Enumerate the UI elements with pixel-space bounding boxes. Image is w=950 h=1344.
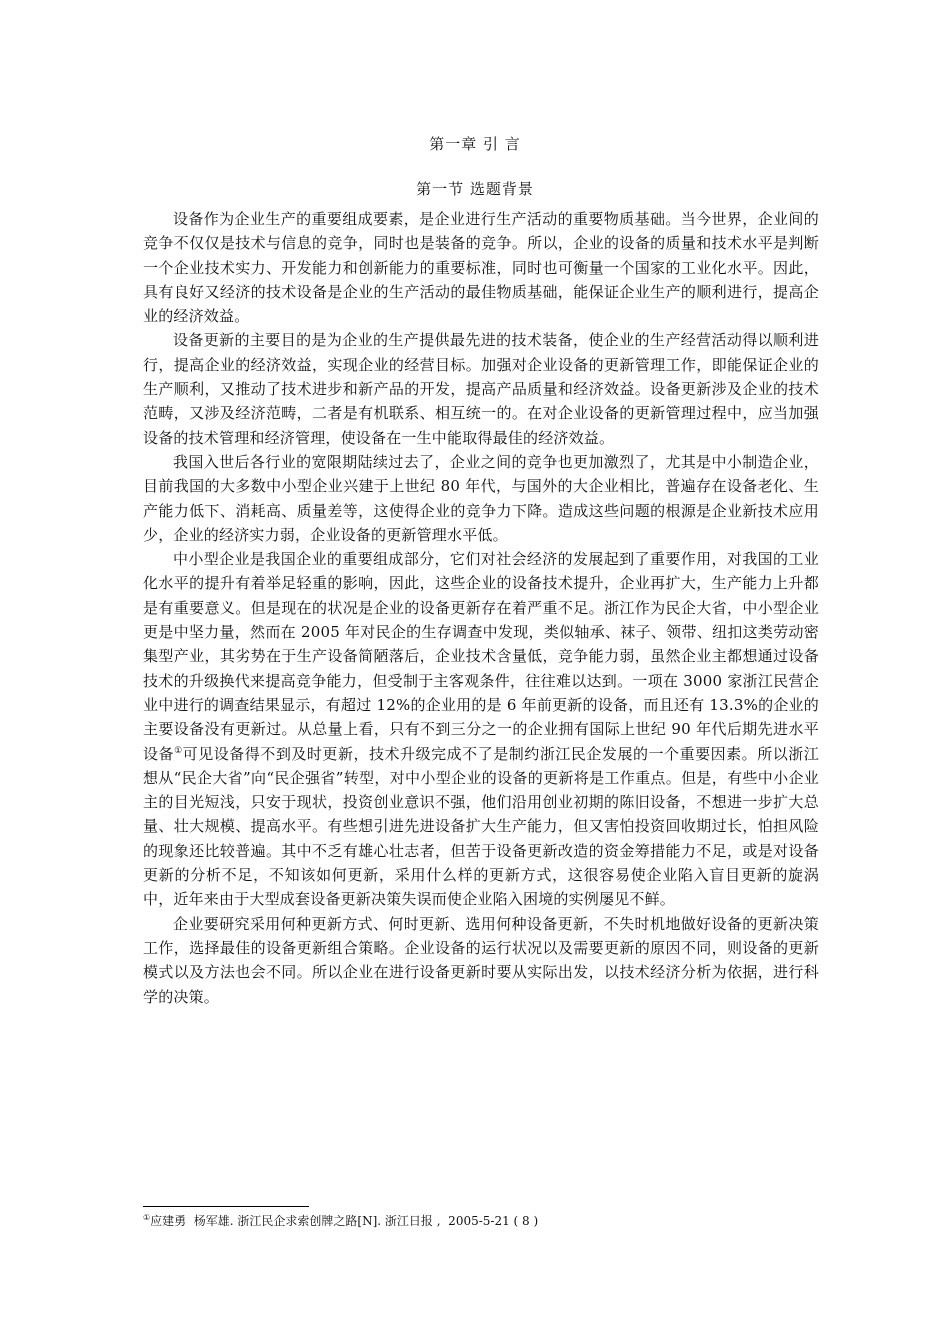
footnote-divider	[143, 1206, 309, 1207]
footnote-text: 应建勇 杨军雄. 浙江民企求索创牌之路[N]. 浙江日报 , 2005-5-21 ( 8 )	[150, 1214, 539, 1228]
paragraph-2: 设备更新的主要目的是为企业的生产提供最先进的技术装备，使企业的生产经营活动得以顺利进行，提高企业的经济效益，实现企业的经营目标。加强对企业设备的更新管理工作，即能保证企业的生产顺利，又推动了技术进步和新产品的开发，提高产品质量和经济效益。设备更新涉及企业的技术范畴，又涉及经济范畴，二者是有机联系、相互统一的。在对企业设备的更新管理过程中，应当加强设备的技术管理和经济管理，使设备在一生中能取得最佳的经济效益。	[143, 331, 819, 447]
footnote-reference[interactable]: ①	[174, 745, 183, 756]
paragraph-4-text: 中小型企业是我国企业的重要组成部分，它们对社会经济的发展起到了重要作用，对我国的工业化水平的提升有着举足轻重的影响，因此，这些企业的设备技术提升，企业再扩大，生产能力上升都是有重要意义。但是现在的状况是企业的设备更新存在着严重不足。浙江作为民企大省，中小型企业更是中坚力量，然而在 2005 年对民企的生存调查中发现，类似轴承、袜子、领带、纽扣这类劳动密集型产业，其劣势在于生产设备简陋落后，企业技术含量低，竞争能力弱，虽然企业主都想通过设备技术的升级换代来提高竞争能力，但受制于主客观条件，往往难以达到。一项在 3000 家浙江民营企业中进行的调查结果显示，有超过 12%的企业用的是 6 年前更新的设备，而且还有 13.3%的企业的主要设备没有更新过。从总量上看，只有不到三分之一的企业拥有国际上世纪 90 年代后期先进水平设备	[143, 550, 819, 763]
footnote	[143, 1211, 819, 1231]
chapter-title: 第一章 引 言	[429, 135, 521, 153]
section-title: 第一节 选题背景	[416, 180, 534, 198]
paragraph-4-continuation: 可见设备得不到及时更新，技术升级完成不了是制约浙江民企发展的一个重要因素。所以浙江想从“民企大省”向“民企强省”转型，对中小型企业的设备的更新将是工作重点。但是，有些中小企业主的目光短浅，只安于现状，投资创业意识不强，他们沿用创业初期的陈旧设备，不想进一步扩大总量、壮大规模、提高水平。有些想引进先进设备扩大生产能力，但又害怕投资回收期过长，怕担风险的现象还比较普遍。其中不乏有雄心壮志者，但苦于设备更新改造的资金筹措能力不足，或是对设备更新的分析不足，不知该如何更新，采用什么样的更新方式，这很容易使企业陷入盲目更新的旋涡中，近年来由于大型成套设备更新决策失误而使企业陷入困境的实例屡见不鲜。	[143, 744, 819, 909]
paragraph-1: 设备作为企业生产的重要组成要素，是企业进行生产活动的重要物质基础。当今世界，企业间的竞争不仅仅是技术与信息的竞争，同时也是装备的竞争。所以，企业的设备的质量和技术水平是判断一个企业技术实力、开发能力和创新能力的重要标准，同时也可衡量一个国家的工业化水平。因此，具有良好又经济的技术设备是企业的生产活动的最佳物质基础，能保证企业生产的顺利进行，提高企业的经济效益。	[143, 210, 819, 326]
paragraph-4	[143, 547, 819, 911]
paragraph-3: 我国入世后各行业的宽限期陆续过去了，企业之间的竞争也更加激烈了，尤其是中小制造企业，目前我国的大多数中小型企业兴建于上世纪 80 年代，与国外的大企业相比，普遍存在设备老化、生产能力低下、消耗高、质量差等，这使得企业的竞争力下降。造成这些问题的根源是企业新技术应用少，企业的经济实力弱，企业设备的更新管理水平低。	[143, 452, 819, 544]
paragraph-5: 企业要研究采用何种更新方式、何时更新、选用何种设备更新，不失时机地做好设备的更新决策工作，选择最佳的设备更新组合策略。企业设备的运行状况以及需要更新的原因不同，则设备的更新模式以及方法也会不同。所以企业在进行设备更新时要从实际出发，以技术经济分析为依据，进行科学的决策。	[143, 914, 819, 1006]
footnote-mark: ①	[143, 1213, 151, 1222]
body-text	[143, 207, 819, 1009]
